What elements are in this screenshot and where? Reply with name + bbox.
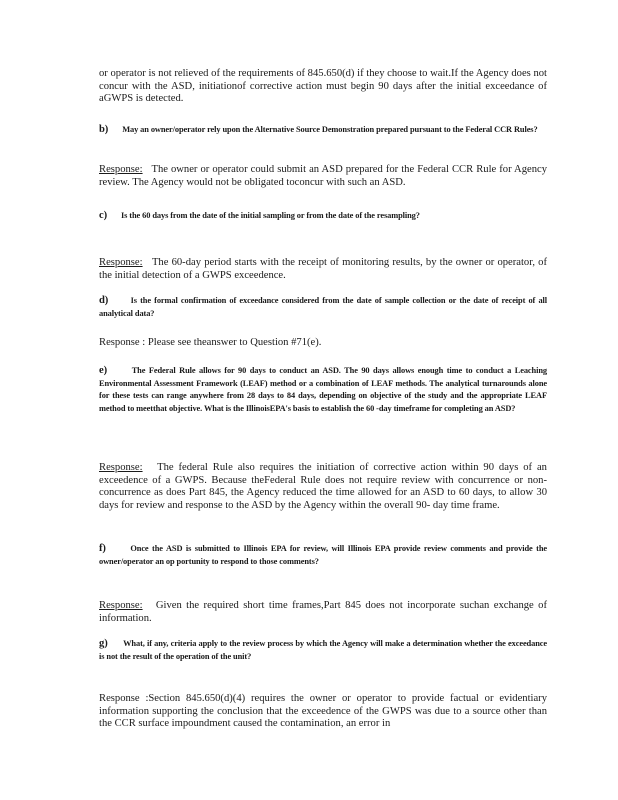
question-block <box>99 295 547 320</box>
response-block <box>99 257 547 282</box>
question-text: The Federal Rule allows for 90 days to conduct an ASD. The 90 days allows enough time to conduct a Leaching Environmental Assessment Framework (LEAF) method or a combination of LEAF methods. The analytical turnarounds alone for these tests can range anywhere from 28 days to 84 days, depending on objective of the study and the appropriate LEAF method to meetthat objective. What is the IllinoisEPA's basis to establish the 60 -day timeframe for completing an ASD? <box>99 366 547 413</box>
response-label: Response: <box>99 600 143 611</box>
question-label: b) <box>99 124 109 135</box>
response-block <box>99 600 547 625</box>
question-label: c) <box>99 210 108 221</box>
response-block <box>99 337 547 350</box>
response-text: The owner or operator could submit an ASD prepared for the Federal CCR Rule for Agency review. The Agency would not be obligated toconcur with such an ASD. <box>99 164 547 188</box>
question-block <box>99 210 547 223</box>
question-label: d) <box>99 295 109 306</box>
body-paragraph: or operator is not relieved of the requirements of 845.650(d) if they choose to wait.If the Agency does not concur with the ASD, initiationof corrective action must begin 90 days after the initial exceedance of aGWPS is detected. <box>99 68 547 105</box>
question-block <box>99 638 547 663</box>
question-block <box>99 365 547 415</box>
response-text: The 60-day period starts with the receipt of monitoring results, by the owner or operator, of the initial detection of a GWPS exceedence. <box>99 257 547 281</box>
response-block <box>99 462 547 512</box>
question-label: e) <box>99 365 108 376</box>
question-block <box>99 543 547 568</box>
question-text: Is the formal confirmation of exceedance considered from the date of sample collection or the date of receipt of all analytical data? <box>99 296 547 318</box>
response-label: Response <box>99 337 140 348</box>
response-text: : Please see theanswer to Question #71(e). <box>142 337 322 348</box>
question-label: f) <box>99 543 106 554</box>
question-text: What, if any, criteria apply to the review process by which the Agency will make a determination whether the exceedance is not the result of the operation of the unit? <box>99 639 547 661</box>
response-label: Response: <box>99 164 143 175</box>
question-text: Is the 60 days from the date of the initial sampling or from the date of the resampling? <box>121 211 420 220</box>
question-text: May an owner/operator rely upon the Alternative Source Demonstration prepared pursuant to the Federal CCR Rules? <box>122 125 538 134</box>
question-text: Once the ASD is submitted to Illinois EPA for review, will Illinois EPA provide review comments and provide the owner/operator an op portunity to respond to those comments? <box>99 544 547 566</box>
response-label: Response <box>99 693 140 704</box>
response-text: :Section 845.650(d)(4) requires the owner or operator to provide factual or evidentiary information supporting the conclusion that the exceedence of the GWPS was due to a source other than the CCR surface impoundment caused the contamination, an error in <box>99 693 547 730</box>
response-block <box>99 164 547 189</box>
response-block <box>99 693 547 731</box>
question-block <box>99 124 547 137</box>
response-label: Response: <box>99 257 143 268</box>
response-text: Given the required short time frames,Part 845 does not incorporate suchan exchange of information. <box>99 600 547 624</box>
response-text: The federal Rule also requires the initiation of corrective action within 90 days of an exceedence of a GWPS. Because theFederal Rule does not require review with concurrence or non-concurrence as does Part 845, the Agency reduced the time allowed for an ASD to 60 days, to allow 30 days for review and response to the ASD by the Agency within the overall 90- day time frame. <box>99 462 547 511</box>
question-label: g) <box>99 638 108 649</box>
response-label: Response: <box>99 462 143 473</box>
